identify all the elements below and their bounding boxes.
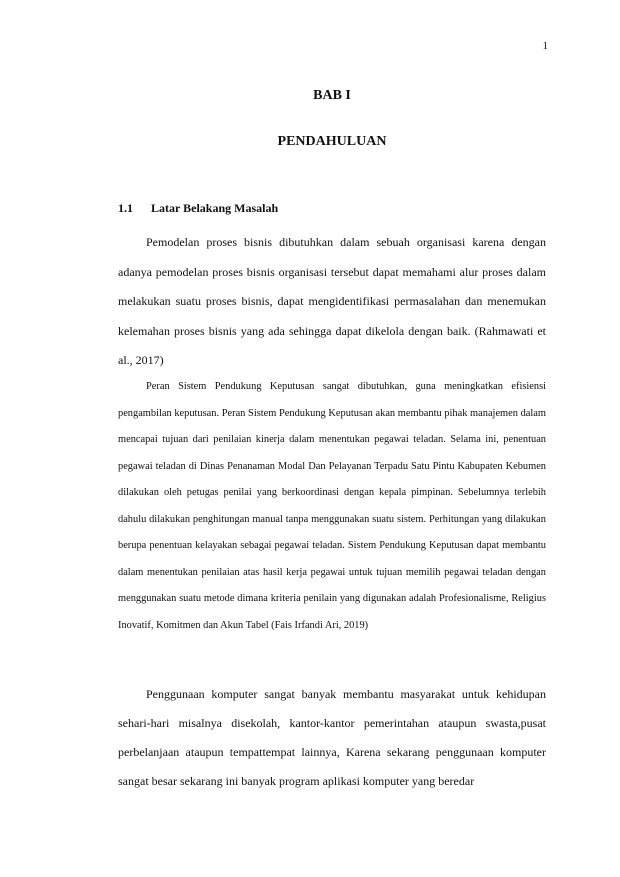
- chapter-label: BAB I: [313, 88, 351, 103]
- section-heading: [118, 201, 278, 216]
- section-title: Latar Belakang Masalah: [151, 201, 279, 215]
- paragraph-computer-usage: Penggunaan komputer sangat banyak membantu masyarakat untuk kehidupan sehari-hari misalnya disekolah, kantor-kantor pemerintahan ataupun swasta,pusat perbelanjaan ataupun tempattempat lainnya, Karena sekarang penggunaan komputer sangat besar sekarang ini banyak program aplikasi komputer yang beredar: [118, 687, 546, 788]
- chapter-title: PENDAHULUAN: [277, 134, 387, 149]
- page-number: 1: [542, 40, 548, 52]
- paragraph-decision-support-system: Peran Sistem Pendukung Keputusan sangat dibutuhkan, guna meningkatkan efisiensi pengambilan keputusan. Peran Sistem Pendukung Keputusan akan membantu pihak manajemen dalam mencapai tujuan dari penilaian kinerja dalam menentukan pegawai teladan. Selama ini, penentuan pegawai teladan di Dinas Penanaman Modal Dan Pelayanan Terpadu Satu Pintu Kabupaten Kebumen dilakukan oleh petugas penilai yang berkoordinasi dengan kepala pimpinan. Sebelumnya terlebih dahulu dilakukan penghitungan manual tanpa menggunakan suatu sistem. Perhitungan yang dilakukan berupa penentuan kelayakan sebagai pegawai teladan. Sistem Pendukung Keputusan dapat membantu dalam menentukan penilaian atas hasil kerja pegawai untuk tujuan memilih pegawai teladan dengan menggunakan suatu metode dimana kriteria penilain yang digunakan adalah Profesionalisme, Religius Inovatif, Komitmen dan Akun Tabel (Fais Irfandi Ari, 2019): [118, 381, 546, 631]
- paragraph-business-process-modeling: Pemodelan proses bisnis dibutuhkan dalam sebuah organisasi karena dengan adanya pemodelan proses bisnis organisasi tersebut dapat memahami alur proses dalam melakukan suatu proses bisnis, dapat mengidentifikasi permasalahan dan menemukan kelemahan proses bisnis yang ada sehingga dapat dikelola dengan baik. (Rahmawati et al., 2017): [118, 235, 546, 367]
- section-number: 1.1: [118, 201, 133, 215]
